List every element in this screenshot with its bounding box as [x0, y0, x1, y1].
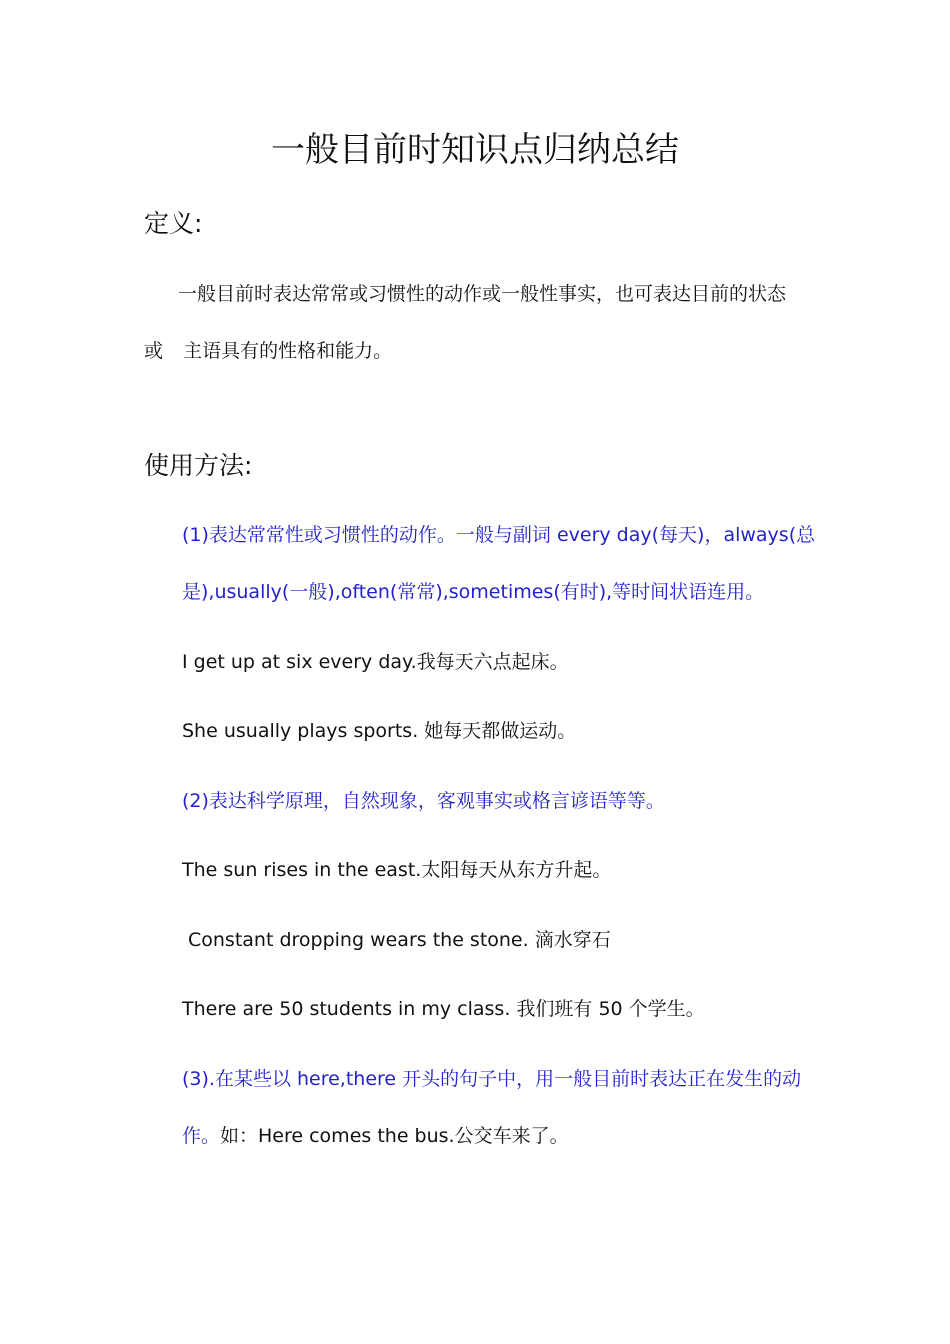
example-5: There are 50 students in my class. 我们班有 50 个学生。	[182, 998, 705, 1020]
rule-3-line-2-blue: 作。	[182, 1125, 221, 1147]
definition-line-2	[144, 338, 392, 364]
example-2: She usually plays sports. 她每天都做运动。	[182, 720, 577, 742]
rule-3-line-1: (3).在某些以 here,there 开头的句子中，用一般目前时表达正在发生的动	[182, 1068, 802, 1090]
page-title: 一般目前时知识点归纳总结	[271, 130, 679, 170]
usage-heading: 使用方法:	[144, 451, 253, 480]
example-4: Constant dropping wears the stone. 滴水穿石	[188, 929, 611, 951]
example-3: The sun rises in the east.太阳每天从东方升起。	[182, 859, 612, 881]
rule-3-line-2	[182, 1123, 569, 1149]
rule-3-line-2-example: 如：Here comes the bus.公交车来了。	[220, 1125, 569, 1147]
example-1: I get up at six every day.我每天六点起床。	[182, 651, 569, 673]
definition-line-2-rest: 主语具有的性格和能力。	[183, 340, 393, 362]
definition-line-2-prefix: 或	[144, 340, 164, 362]
definition-heading: 定义:	[144, 209, 203, 238]
rule-1-line-1: (1)表达常常性或习惯性的动作。一般与副词 every day(每天)，always(总	[182, 524, 816, 546]
definition-line-1: 一般目前时表达常常或习惯性的动作或一般性事实，也可表达目前的状态	[178, 283, 787, 305]
rule-2: (2)表达科学原理，自然现象，客观事实或格言谚语等等。	[182, 790, 665, 812]
rule-1-line-2: 是),usually(一般),often(常常),sometimes(有时),等时间状语连用。	[182, 581, 765, 603]
